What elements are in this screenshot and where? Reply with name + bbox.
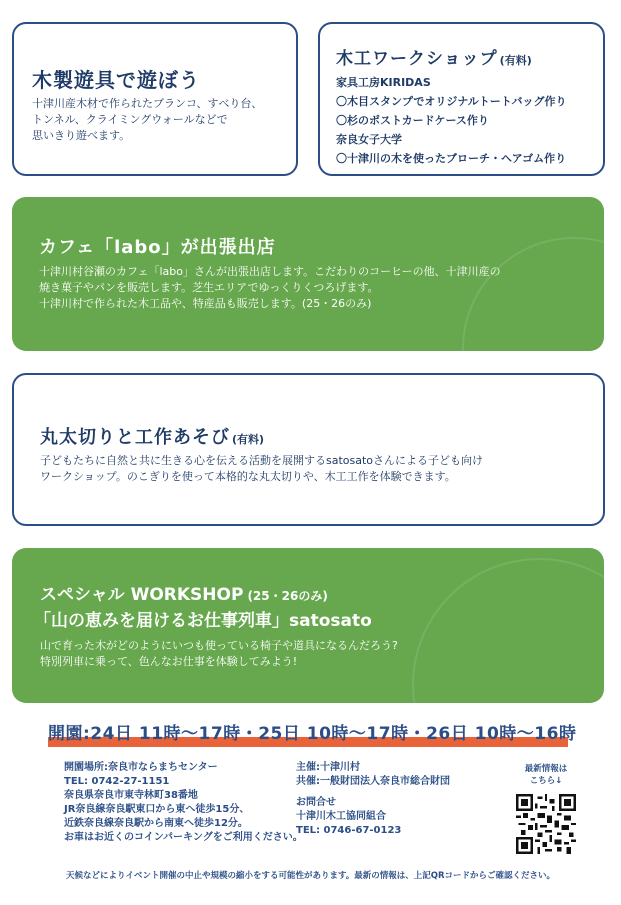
- logcut-title: 丸太切りと工作あそび (有料): [40, 427, 265, 448]
- special-text: 山で育った木がどのようにいつも使っている椅子や道具になるんだろう? 特別列車に乗って、色んなお仕事を体験してみよう!: [40, 639, 398, 668]
- special-title: スペシャル WORKSHOP (25・26のみ): [40, 585, 328, 605]
- footer-note: 天候などによりイベント開催の中止や規模の縮小をする可能性があります。最新の情報は、上記QRコードからご確認ください。: [65, 871, 556, 881]
- cafe-text: 十津川村谷瀬のカフェ「labo」さんが出張出店します。こだわりのコーヒーの他、十津川産の 焼き菓子やパンを販売します。芝生エリアでゆっくりくつろげます。 十津川村で作られた木工品や、特産品も販売します。(25・26のみ): [39, 265, 501, 310]
- special-note: (25・26のみ): [247, 589, 328, 603]
- logcut-text: 子どもたちに自然と共に生きる心を伝える活動を展開するsatosatoさんによる子ども向け ワークショップ。のこぎりを使って本格的な丸太切りや、木工工作を体験できます。: [40, 454, 484, 483]
- woodwork-fee-tag: (有料): [499, 54, 532, 67]
- woodwork-title: 木工ワークショップ (有料): [336, 49, 532, 69]
- venue-info: 開園場所:奈良市ならまちセンター TEL: 0742-27-1151 奈良県奈良市東寺林町38番地 JR奈良線奈良駅東口から東へ徒歩15分、 近鉄奈良線奈良駅から南東へ徒歩12分。 お車はお近くのコインパーキングをご利用ください。: [64, 762, 303, 843]
- qr-code-icon[interactable]: [516, 794, 576, 854]
- cafe-title: カフェ「labo」が出張出店: [39, 237, 276, 258]
- card-playground: [12, 22, 298, 176]
- logcut-fee-tag: (有料): [232, 433, 265, 446]
- schedule-text: 開園:24日 11時〜17時・25日 10時〜17時・26日 10時〜16時: [48, 724, 577, 744]
- playground-title: 木製遊具で遊ぼう: [32, 68, 200, 92]
- card-woodwork: [318, 22, 605, 176]
- card-cafe: [12, 197, 604, 351]
- playground-text: 十津川産木材で作られたブランコ、すべり台、 トンネル、クライミングウォールなどで 思いきり遊べます。: [32, 97, 263, 142]
- schedule-banner: [48, 719, 577, 747]
- latest-info-label: 最新情報は こちら↓: [524, 764, 568, 786]
- card-logcut: [12, 373, 605, 526]
- woodwork-list: 家具工房KIRIDAS 〇木目スタンプでオリジナルトートバッグ作り 〇杉のポストカードケース作り 奈良女子大学 〇十津川の木を使ったブローチ・ヘアゴム作り: [336, 76, 567, 165]
- decorative-circle: [412, 558, 604, 703]
- organizer-info: 主催:十津川村 共催:一般財団法人奈良市総合財団 お問合せ 十津川木工協同組合 TEL: 0746-67-0123: [296, 762, 450, 836]
- special-title-train: 「山の恵みを届けるお仕事列車」satosato: [34, 611, 372, 631]
- card-special-workshop: [12, 548, 604, 703]
